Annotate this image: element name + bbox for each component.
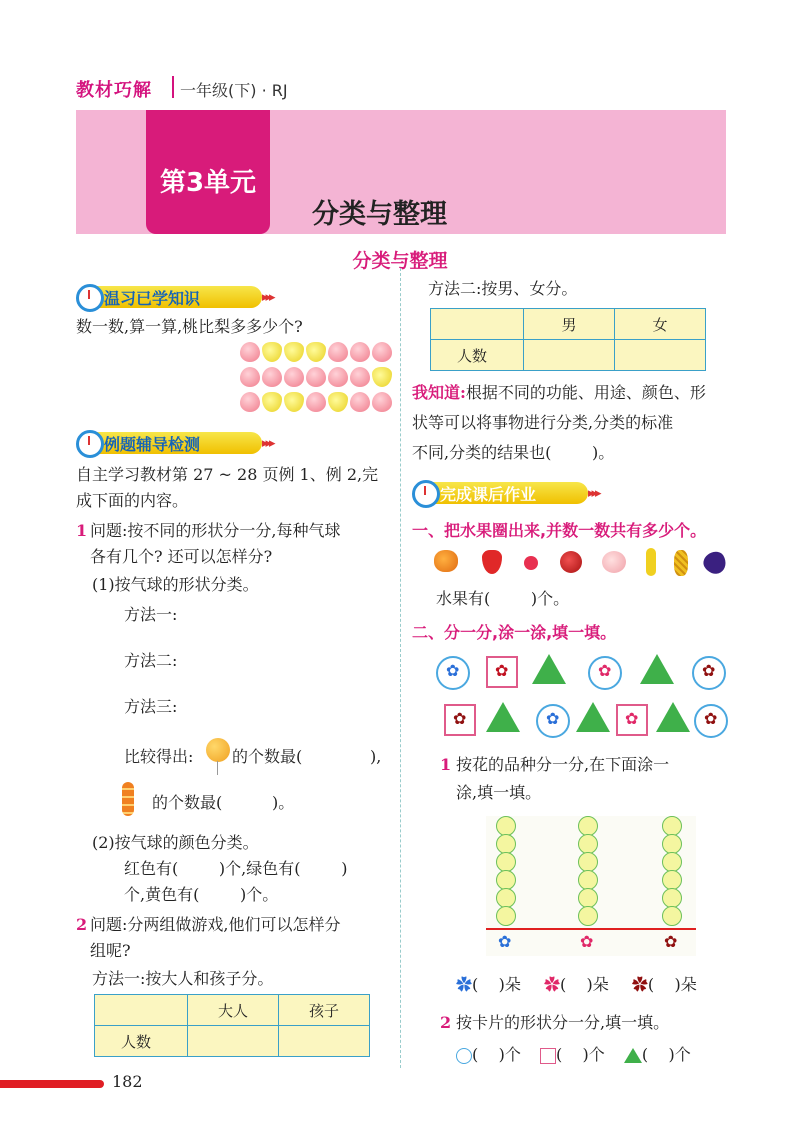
square-card[interactable] xyxy=(616,704,648,736)
table-gender xyxy=(430,308,706,371)
tag-examples: 例题辅导检测 ▸▸▸ xyxy=(76,430,276,456)
triangle-card[interactable] xyxy=(532,654,566,684)
book-title: 教材巧解 xyxy=(76,80,152,101)
peach-icon xyxy=(350,392,370,412)
exercise1-heading: 一、把水果圈出来,并数一数共有多少个。 xyxy=(412,521,707,540)
rose-icon: ✿ xyxy=(543,975,560,994)
compare-most1: 的个数最( xyxy=(232,747,303,766)
corn-icon[interactable] xyxy=(646,548,656,576)
section-title: 分类与整理 xyxy=(352,250,448,272)
peach-icon xyxy=(240,392,260,412)
peach-icon[interactable] xyxy=(602,551,626,573)
column-divider xyxy=(400,268,401,1068)
header-separator xyxy=(172,76,174,98)
pear-icon xyxy=(306,342,326,362)
triangle-card[interactable] xyxy=(656,702,690,732)
pear-icon xyxy=(262,392,282,412)
triangle-card[interactable] xyxy=(640,654,674,684)
know-line3: 不同,分类的结果也( )。 xyxy=(412,443,615,462)
cell-female[interactable] xyxy=(615,340,706,371)
circle-graph xyxy=(486,816,696,956)
pear-icon xyxy=(372,367,392,387)
pear-icon xyxy=(328,392,348,412)
rose-icon: ✿ xyxy=(580,932,594,951)
peach-icon xyxy=(240,342,260,362)
sub1-line2: 涂,填一填。 xyxy=(456,783,542,802)
peach-icon xyxy=(350,342,370,362)
pear-icon xyxy=(284,392,304,412)
peach-icon xyxy=(240,367,260,387)
sub2-number: 2 xyxy=(440,1013,452,1032)
eggplant-icon[interactable] xyxy=(700,548,730,578)
circle-card[interactable] xyxy=(694,704,728,738)
know-block xyxy=(412,378,732,468)
items-row xyxy=(432,548,732,578)
compare-most2: 的个数最( xyxy=(152,793,223,812)
sub1-line1: 按花的品种分一分,在下面涂一 xyxy=(456,755,670,774)
grade-label: 一年级(下) · RJ xyxy=(180,81,288,100)
q1-part2: (2)按气球的颜色分类。 xyxy=(92,833,259,852)
arrows-icon: ▸▸▸ xyxy=(262,290,273,305)
method2-label: 方法二: xyxy=(124,651,178,670)
header-adult: 大人 xyxy=(188,995,279,1026)
intro-line1: 自主学习教材第 27 ~ 28 页例 1、例 2,完 xyxy=(76,465,379,484)
footer-bar xyxy=(0,1080,104,1088)
q2-line1: 问题:分两组做游戏,他们可以怎样分 xyxy=(90,915,341,934)
triangle-card[interactable] xyxy=(576,702,610,732)
peach-icon xyxy=(328,342,348,362)
long-balloon-icon xyxy=(122,782,134,816)
triangle-icon xyxy=(624,1048,642,1063)
color-line1: 红色有( )个,绿色有( ) xyxy=(124,859,348,878)
know-line1: 根据不同的功能、用途、颜色、形 xyxy=(465,383,706,402)
triangle-card[interactable] xyxy=(486,702,520,732)
page-number: 182 xyxy=(112,1072,143,1091)
blue-flower-icon: ✿ xyxy=(546,709,560,728)
exercise2-heading: 二、分一分,涂一涂,填一填。 xyxy=(412,623,617,642)
method-gender: 方法二:按男、女分。 xyxy=(428,279,578,298)
rose-icon: ✿ xyxy=(598,661,612,680)
peach-icon xyxy=(306,392,326,412)
intro-line2: 成下面的内容。 xyxy=(76,491,189,510)
circle-icon xyxy=(456,1048,472,1064)
know-line2: 状等可以将事物进行分类,分类的标准 xyxy=(412,413,674,432)
q2-number: 2 xyxy=(76,915,88,934)
shape-fill-row: ( )个 ( )个 ( )个 xyxy=(456,1042,736,1068)
flower-cards xyxy=(436,654,736,734)
square-card[interactable] xyxy=(486,656,518,688)
fruit-count: 水果有( )个。 xyxy=(436,589,570,608)
tag-review: 温习已学知识 ▸▸▸ xyxy=(76,284,276,310)
balloon-string xyxy=(217,761,218,775)
peach-icon xyxy=(372,342,392,362)
table-adult-child xyxy=(94,994,370,1057)
pear-icon xyxy=(262,342,282,362)
apple-icon[interactable] xyxy=(560,551,582,573)
circle-card[interactable] xyxy=(588,656,622,690)
header-male: 男 xyxy=(524,309,615,340)
row-count: 人数 xyxy=(95,1026,188,1057)
question-peach-pear: 数一数,算一算,桃比梨多多少个? xyxy=(76,317,303,336)
baseline xyxy=(486,928,696,930)
peach-icon xyxy=(350,367,370,387)
method-adult-child: 方法一:按大人和孩子分。 xyxy=(92,969,274,988)
method3-label: 方法三: xyxy=(124,697,178,716)
round-balloon-icon xyxy=(206,738,230,762)
peach-icon xyxy=(284,367,304,387)
pumpkin-icon[interactable] xyxy=(434,550,458,572)
compare-label: 比较得出: xyxy=(124,747,194,766)
circle-card[interactable] xyxy=(692,656,726,690)
clock-icon xyxy=(412,480,440,508)
carnation-icon: ✿ xyxy=(664,932,678,951)
peach-icon xyxy=(328,367,348,387)
fruit-grid xyxy=(240,340,392,416)
q1-part1: (1)按气球的形状分类。 xyxy=(92,575,259,594)
carnation-icon: ✿ xyxy=(704,709,718,728)
sub2-line: 按卡片的形状分一分,填一填。 xyxy=(456,1013,670,1032)
compare-end2: )。 xyxy=(272,793,295,812)
sub1-number: 1 xyxy=(440,755,452,774)
peach-icon xyxy=(372,392,392,412)
cell-male[interactable] xyxy=(524,340,615,371)
header-female: 女 xyxy=(615,309,706,340)
header-child: 孩子 xyxy=(279,995,370,1026)
tag-homework: 完成课后作业 ▸▸▸ xyxy=(412,480,612,506)
rose-icon: ✿ xyxy=(625,709,639,728)
cell-child[interactable] xyxy=(279,1026,370,1057)
clock-icon xyxy=(76,430,104,458)
q2-line2: 组呢? xyxy=(90,941,131,960)
carnation-icon: ✿ xyxy=(631,975,648,994)
cell-adult[interactable] xyxy=(188,1026,279,1057)
strawberry-icon[interactable] xyxy=(482,550,502,574)
pear-icon xyxy=(284,342,304,362)
unit-number: 第3单元 xyxy=(146,110,270,234)
circle-card[interactable] xyxy=(436,656,470,690)
q1-line2: 各有几个? 还可以怎样分? xyxy=(90,547,273,566)
peach-icon xyxy=(306,367,326,387)
square-card[interactable] xyxy=(444,704,476,736)
blue-flower-icon: ✿ xyxy=(446,661,460,680)
carnation-icon: ✿ xyxy=(702,661,716,680)
square-icon xyxy=(540,1048,556,1064)
arrows-icon: ▸▸▸ xyxy=(262,436,273,451)
arrows-icon: ▸▸▸ xyxy=(588,486,599,501)
blue-flower-icon: ✿ xyxy=(498,932,512,951)
blue-flower-icon: ✿ xyxy=(456,975,473,994)
flower-fill-row: ✿( )朵 ✿( )朵 ✿( )朵 xyxy=(456,975,697,994)
clock-icon xyxy=(76,284,104,312)
red-flower-icon: ✿ xyxy=(495,661,509,680)
compare-end1: ), xyxy=(370,747,382,766)
unit-title: 分类与整理 xyxy=(312,199,447,230)
color-line2: 个,黄色有( )个。 xyxy=(124,885,279,904)
method1-label: 方法一: xyxy=(124,605,178,624)
radish-icon[interactable] xyxy=(524,556,538,570)
peach-icon xyxy=(262,367,282,387)
carnation-icon: ✿ xyxy=(453,709,467,728)
pineapple-icon[interactable] xyxy=(674,550,688,576)
circle-card[interactable] xyxy=(536,704,570,738)
know-label: 我知道: xyxy=(412,383,466,402)
q1-number: 1 xyxy=(76,521,88,540)
row-count: 人数 xyxy=(431,340,524,371)
q1-line1: 问题:按不同的形状分一分,每种气球 xyxy=(90,521,341,540)
